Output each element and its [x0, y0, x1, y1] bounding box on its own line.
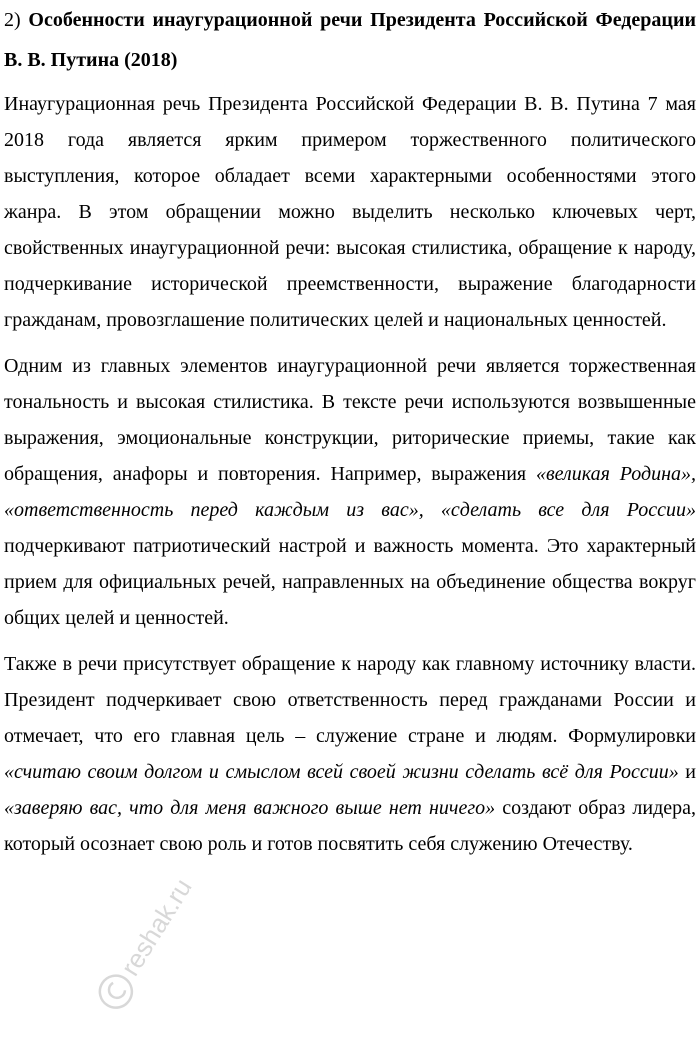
paragraph-1	[4, 86, 696, 338]
paragraph-3-text-c: создают образ лидера, который осознает свою роль и готов посвятить себя служению Отечеству.	[4, 797, 697, 855]
paragraph-3-text-a: Также в речи присутствует обращение к народу как главному источнику власти. Президент подчеркивает свою ответственность перед гражданами России и отмечает, что его главная цель – служение стране и людям. Формулировки	[4, 653, 696, 747]
paragraph-1-text: Инаугурационная речь Президента Российской Федерации В. В. Путина 7 мая 2018 года является ярким примером торжественного политического выступления, которое обладает всеми характерными особенностями этого жанра. В этом обращении можно выделить несколько ключевых черт, свойственных инаугурационной речи: высокая стилистика, обращение к народу, подчеркивание исторической преемственности, выражение благодарности гражданам, провозглашение политических целей и национальных ценностей.	[4, 93, 696, 331]
watermark-text: reshak.ru	[114, 873, 198, 981]
document-page	[4, 0, 696, 872]
watermark	[60, 860, 230, 1030]
paragraph-2-text-b: подчеркивают патриотический настрой и важность момента. Это характерный прием для официальных речей, направленных на объединение общества вокруг общих целей и ценностей.	[4, 535, 696, 629]
paragraph-3-quote-1: «считаю своим долгом и смыслом всей своей жизни сделать всё для России»	[4, 761, 679, 783]
section-title: Особенности инаугурационной речи Президента Российской Федерации В. В. Путина (2018)	[4, 9, 696, 71]
paragraph-2	[4, 348, 696, 636]
paragraph-3-quote-2: «заверяю вас, что для меня важного выше нет ничего»	[4, 797, 496, 819]
paragraph-2-text-a: Одним из главных элементов инаугурационной речи является торжественная тональность и высокая стилистика. В тексте речи используются возвышенные выражения, эмоциональные конструкции, риторические приемы, такие как обращения, анафоры и повторения. Например, выражения	[4, 355, 696, 485]
copyright-icon	[94, 970, 138, 1014]
paragraph-2-quote: «великая Родина», «ответственность перед каждым из вас», «сделать все для России»	[4, 463, 696, 521]
section-number: 2)	[4, 9, 21, 31]
section-heading	[4, 0, 696, 80]
paragraph-3-text-b: и	[678, 761, 697, 783]
watermark-graphic	[60, 860, 230, 1030]
paragraph-3	[4, 646, 696, 862]
